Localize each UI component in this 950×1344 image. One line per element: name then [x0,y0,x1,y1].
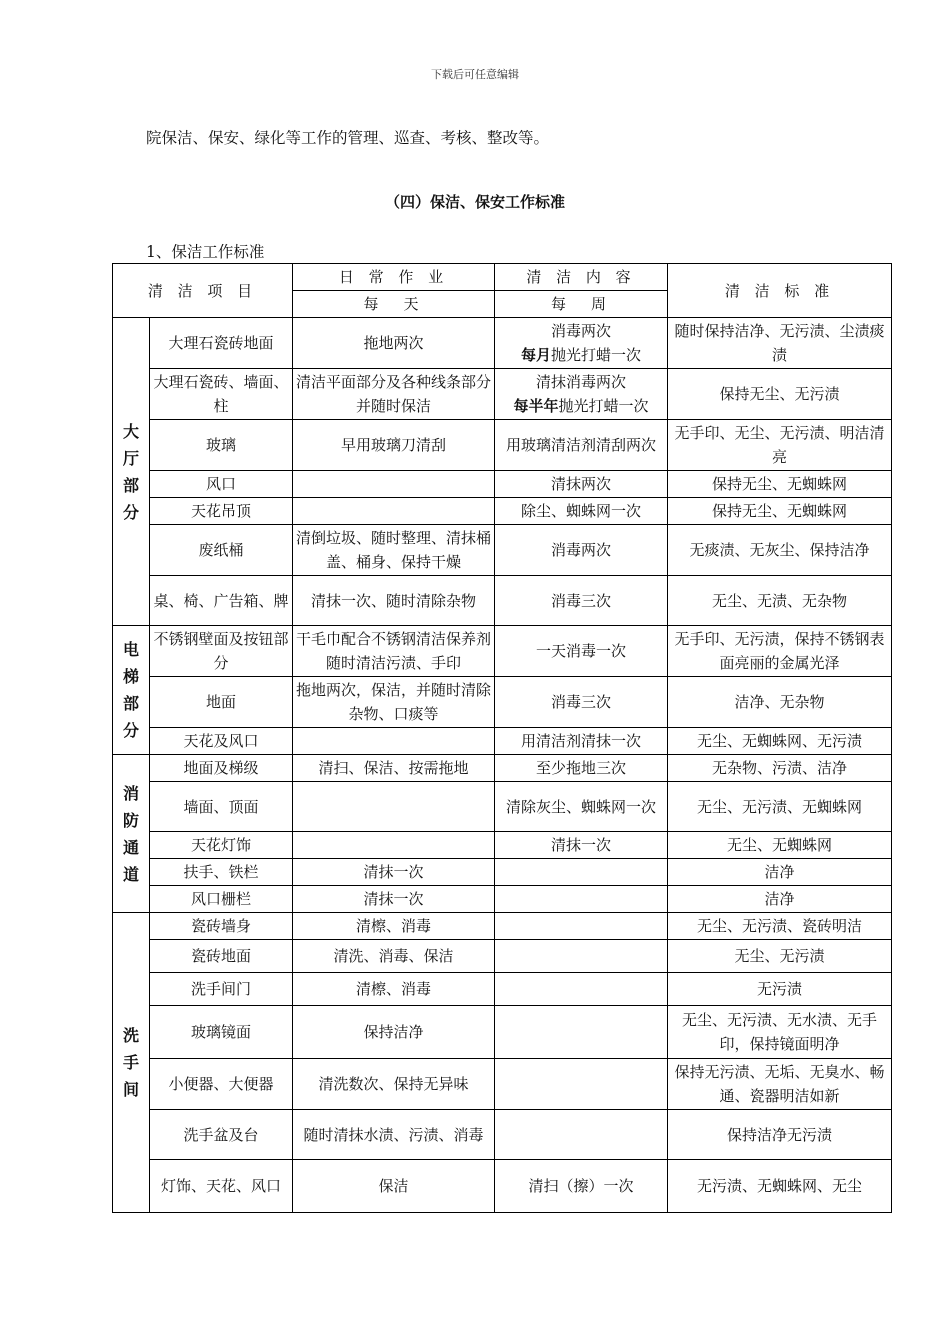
item-cell: 风口 [150,471,293,498]
item-cell: 灯饰、天花、风口 [150,1160,293,1213]
item-cell: 玻璃镜面 [150,1006,293,1059]
weekly-cell [495,973,668,1006]
table-row [113,728,892,755]
standard-cell: 保持洁净无污渍 [668,1110,892,1160]
header-note: 下载后可任意编辑 [431,68,519,81]
standard-cell: 保持无尘、无污渍 [668,369,892,420]
table-row [113,973,892,1006]
daily-cell: 清抹一次 [293,886,495,913]
item-cell: 玻璃 [150,420,293,471]
item-cell: 风口栅栏 [150,886,293,913]
header-daily-group: 日 常 作 业 [293,264,495,291]
standard-cell: 无尘、无污渍、无水渍、无手印，保持镜面明净 [668,1006,892,1059]
standard-cell: 无尘、无蜘蛛网 [668,832,892,859]
standard-cell: 无尘、无渍、无杂物 [668,576,892,626]
subtitle: 1、保洁工作标准 [146,243,265,261]
weekly-line: 一天消毒一次 [535,642,626,660]
header-standard: 清 洁 标 准 [668,264,892,318]
section-title: （四）保洁、保安工作标准 [384,193,565,211]
table-row [113,369,892,420]
weekly-line: 除尘、蜘蛛网一次 [520,502,641,520]
daily-cell: 干毛巾配合不锈钢清洁保养剂随时清洁污渍、手印 [293,626,495,677]
header-item: 清 洁 项 目 [113,264,293,318]
standard-cell: 无尘、无蜘蛛网、无污渍 [668,728,892,755]
item-cell: 天花灯饰 [150,832,293,859]
standard-cell: 洁净、无杂物 [668,677,892,728]
daily-cell [293,471,495,498]
daily-cell: 清洗、消毒、保洁 [293,940,495,973]
weekly-period: 每半年 [513,397,559,415]
weekly-cell [495,1160,668,1213]
standard-cell: 保持无尘、无蜘蛛网 [668,471,892,498]
item-cell: 不锈钢壁面及按钮部分 [150,626,293,677]
weekly-line: 清抹两次 [550,475,611,493]
weekly-line-extra [498,394,664,418]
weekly-cell [495,498,668,525]
table-row [113,940,892,973]
daily-cell: 清抹一次 [293,859,495,886]
table-row [113,859,892,886]
daily-cell: 清抹一次、随时清除杂物 [293,576,495,626]
table-row [113,318,892,369]
weekly-task: 抛光打蜡一次 [558,397,649,415]
daily-cell: 清倒垃圾、随时整理、清抹桶盖、桶身、保持干燥 [293,525,495,576]
daily-cell: 保持洁净 [293,1006,495,1059]
weekly-line: 消毒两次 [550,541,611,559]
weekly-line-extra [498,343,664,367]
weekly-cell [495,576,668,626]
standard-cell: 无尘、无污渍 [668,940,892,973]
weekly-cell [495,940,668,973]
item-cell: 瓷砖墙身 [150,913,293,940]
daily-cell: 清檫、消毒 [293,973,495,1006]
weekly-cell [495,1059,668,1110]
standard-cell: 无杂物、污渍、洁净 [668,755,892,782]
table-row [113,913,892,940]
daily-cell: 随时清抹水渍、污渍、消毒 [293,1110,495,1160]
daily-cell [293,832,495,859]
daily-cell [293,782,495,832]
weekly-line: 清抹消毒两次 [535,373,626,391]
table-row [113,1160,892,1213]
item-cell: 天花及风口 [150,728,293,755]
weekly-cell [495,782,668,832]
item-cell: 瓷砖地面 [150,940,293,973]
table-row [113,420,892,471]
standard-cell: 无污渍 [668,973,892,1006]
item-cell: 墙面、顶面 [150,782,293,832]
weekly-line: 清抹一次 [550,836,611,854]
daily-cell [293,728,495,755]
category-label: 洗 手 间 [113,913,150,1213]
standard-cell: 无手印、无污渍，保持不锈钢表面亮丽的金属光泽 [668,626,892,677]
table-row [113,1110,892,1160]
weekly-cell [495,886,668,913]
category-label: 电 梯 部 分 [113,626,150,755]
category-label: 大 厅 部 分 [113,318,150,626]
daily-cell: 清扫、保洁、按需拖地 [293,755,495,782]
weekly-period: 每月 [520,346,551,364]
category-label: 消 防 通 道 [113,755,150,913]
standard-cell: 无污渍、无蜘蛛网、无尘 [668,1160,892,1213]
table-row [113,498,892,525]
daily-cell [293,498,495,525]
item-cell: 桌、椅、广告箱、牌 [150,576,293,626]
daily-cell: 拖地两次，保洁，并随时清除杂物、口痰等 [293,677,495,728]
item-cell: 大理石瓷砖、墙面、柱 [150,369,293,420]
table-row [113,471,892,498]
weekly-cell [495,755,668,782]
weekly-line: 消毒三次 [550,693,611,711]
weekly-cell [495,525,668,576]
header-weekly: 每 周 [495,291,668,318]
standard-cell: 随时保持洁净、无污渍、尘渍痰渍 [668,318,892,369]
standard-cell: 保持无污渍、无垢、无臭水、畅通、瓷器明洁如新 [668,1059,892,1110]
item-cell: 地面及梯级 [150,755,293,782]
table-row [113,832,892,859]
item-cell: 地面 [150,677,293,728]
weekly-line: 清除灰尘、蜘蛛网一次 [505,797,656,816]
table-row [113,525,892,576]
weekly-line: 消毒三次 [550,591,611,610]
weekly-task: 抛光打蜡一次 [551,346,642,364]
weekly-cell [495,420,668,471]
weekly-line: 消毒两次 [550,322,611,340]
weekly-cell [495,913,668,940]
table-row [113,677,892,728]
weekly-cell [495,859,668,886]
table-row [113,626,892,677]
weekly-line: 至少拖地三次 [535,759,626,777]
weekly-cell [495,1006,668,1059]
item-cell: 扶手、铁栏 [150,859,293,886]
standard-cell: 洁净 [668,886,892,913]
weekly-cell [495,728,668,755]
daily-cell: 清洁平面部分及各种线条部分并随时保洁 [293,369,495,420]
intro-paragraph: 院保洁、保安、绿化等工作的管理、巡查、考核、整改等。 [146,129,550,147]
table-row [113,1006,892,1059]
header-content-group: 清 洁 内 容 [495,264,668,291]
daily-cell: 拖地两次 [293,318,495,369]
item-cell: 洗手间门 [150,973,293,1006]
weekly-cell [495,318,668,369]
table-row [113,755,892,782]
standard-cell: 无手印、无尘、无污渍、明洁清亮 [668,420,892,471]
standard-cell: 无痰渍、无灰尘、保持洁净 [668,525,892,576]
daily-cell: 清洗数次、保持无异味 [293,1059,495,1110]
weekly-line: 用清洁剂清抹一次 [520,732,641,750]
cleaning-standards-table [112,263,892,1213]
weekly-cell [495,626,668,677]
weekly-cell [495,1110,668,1160]
header-daily: 每 天 [293,291,495,318]
weekly-cell [495,677,668,728]
daily-cell: 早用玻璃刀清刮 [293,420,495,471]
table-row [113,886,892,913]
table-row [113,576,892,626]
weekly-cell [495,832,668,859]
item-cell: 废纸桶 [150,525,293,576]
weekly-line: 清扫（擦）一次 [528,1177,634,1195]
item-cell: 洗手盆及台 [150,1110,293,1160]
item-cell: 天花吊顶 [150,498,293,525]
weekly-cell [495,471,668,498]
item-cell: 大理石瓷砖地面 [150,318,293,369]
weekly-cell [495,369,668,420]
daily-cell: 保洁 [293,1160,495,1213]
standard-cell: 保持无尘、无蜘蛛网 [668,498,892,525]
standard-cell: 无尘、无污渍、无蜘蛛网 [668,782,892,832]
table-row [113,1059,892,1110]
standard-cell: 无尘、无污渍、瓷砖明洁 [668,913,892,940]
daily-cell: 清檫、消毒 [293,913,495,940]
standard-cell: 洁净 [668,859,892,886]
weekly-line: 用玻璃清洁剂清刮两次 [505,436,656,454]
item-cell: 小便器、大便器 [150,1059,293,1110]
table-row [113,782,892,832]
